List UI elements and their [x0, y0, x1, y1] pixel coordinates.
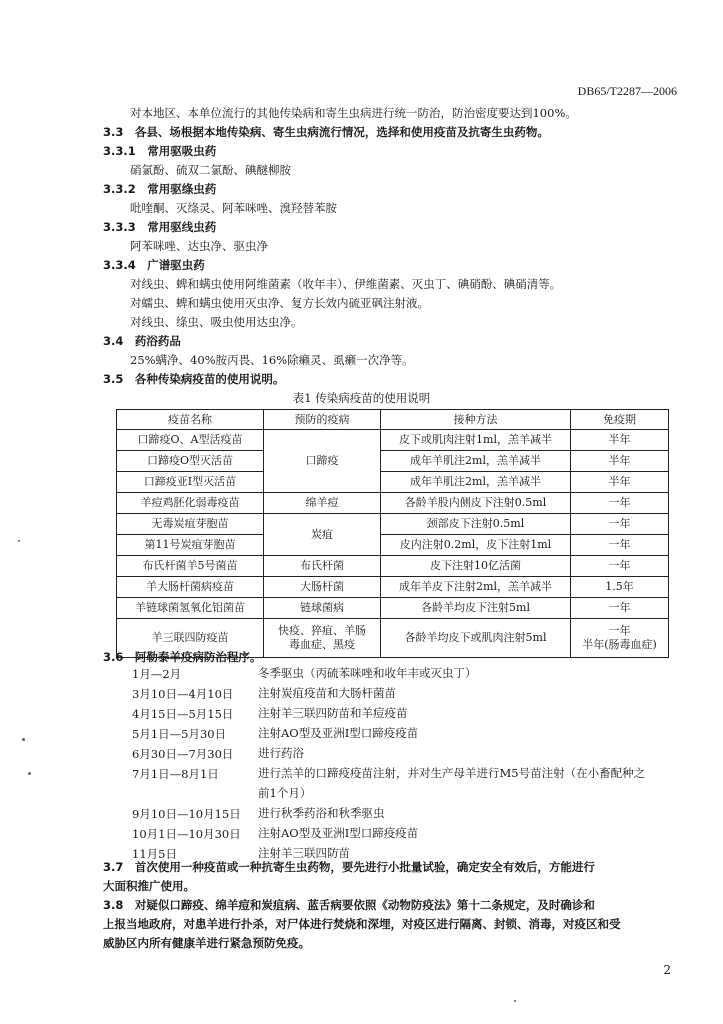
disease-cell: 布氏杆菌 [264, 556, 381, 577]
disease-cell: 大肠杆菌 [264, 577, 381, 598]
section-3-7-line: 3.7 首次使用一种疫苗或一种抗寄生虫药物，要先进行小批量试验，确定安全有效后，方能进行 [103, 860, 595, 874]
header-disease: 预防的疫病 [264, 410, 381, 430]
schedule-date: 9月10日—10月15日 [132, 807, 241, 821]
schedule-date: 5月1日—5月30日 [132, 727, 227, 741]
schedule-task: 注射羊三联四防苗 [258, 846, 350, 860]
section-3-4-body: 25%螨净、40%胺丙畏、16%除癞灵、虱癞一次净等。 [130, 353, 414, 367]
section-3-3-3-body: 阿苯咪唑、达虫净、驱虫净 [130, 239, 268, 253]
table-row [117, 514, 669, 535]
table-row [117, 556, 669, 577]
period-cell: 一年 [571, 535, 669, 556]
method-cell: 各龄羊均皮下注射5ml [381, 598, 571, 619]
section-3-7-line: 大面积推广使用。 [103, 879, 195, 893]
vaccine-name-cell: 布氏杆菌羊5号菌苗 [117, 556, 264, 577]
period-cell: 1.5年 [571, 577, 669, 598]
table-header-row [117, 410, 669, 430]
period-line: 半年(肠毒血症) [582, 638, 657, 651]
schedule-task: 冬季驱虫（丙硫苯咪唑和收年丰或灭虫丁） [258, 666, 477, 680]
period-cell: 一年 [571, 556, 669, 577]
section-3-4-title: 3.4 药浴药品 [103, 334, 181, 348]
method-cell: 皮下或肌肉注射1ml，羔羊减半 [381, 430, 571, 451]
disease-cell: 绵羊痘 [264, 493, 381, 514]
vaccine-table [116, 409, 669, 658]
period-cell: 半年 [571, 430, 669, 451]
section-3-3-4-title: 3.3.4 广谱驱虫药 [103, 258, 205, 272]
schedule-date: 11月5日 [132, 847, 177, 861]
section-3-3-3-title: 3.3.3 常用驱线虫药 [103, 220, 217, 234]
section-3-6-title: 3.6 阿勒泰羊疫病防治程序。 [103, 650, 262, 664]
schedule-task: 进行秋季药浴和秋季驱虫 [258, 806, 385, 820]
section-3-3-2-title: 3.3.2 常用驱绦虫药 [103, 182, 217, 196]
vaccine-name-cell: 第11号炭疽芽胞苗 [117, 535, 264, 556]
vaccine-name-cell: 羊链球菌氢氧化铝菌苗 [117, 598, 264, 619]
method-cell: 各龄羊均皮下或肌肉注射5ml [381, 619, 571, 658]
vaccine-name-cell: 羊大肠杆菌病疫苗 [117, 577, 264, 598]
method-cell: 成年羊皮下注射2ml，羔羊减半 [381, 577, 571, 598]
table-row [117, 493, 669, 514]
disease-cell: 链球菌病 [264, 598, 381, 619]
section-3-3-4-line: 对线虫、蜱和螨虫使用阿维菌素（收年丰）、伊维菌素、灭虫丁、碘硝酚、碘硝清等。 [130, 277, 562, 291]
vaccine-name-cell: 口蹄疫亚I型灭活苗 [117, 472, 264, 493]
schedule-task: 注射AO型及亚洲I型口蹄疫疫苗 [258, 826, 419, 840]
section-3-3-title: 3.3 各县、场根据本地传染病、寄生虫病流行情况，选择和使用疫苗及抗寄生虫药物。 [103, 125, 549, 139]
method-cell: 皮下注射10亿活菌 [381, 556, 571, 577]
period-cell: 一年 [571, 598, 669, 619]
schedule-task: 注射AO型及亚洲I型口蹄疫疫苗 [258, 726, 419, 740]
method-cell: 颈部皮下注射0.5ml [381, 514, 571, 535]
section-3-8-line: 威胁区内所有健康羊进行紧急预防免疫。 [103, 936, 310, 950]
page-number: 2 [663, 963, 671, 977]
section-3-3-2-body: 吡喹酮、灭绦灵、阿苯咪唑、溴羟替苯胺 [130, 201, 337, 215]
vaccine-name-cell: 羊痘鸡胚化弱毒疫苗 [117, 493, 264, 514]
disease-line: 毒血症、黑疫 [289, 638, 355, 651]
schedule-task: 进行药浴 [258, 746, 304, 760]
period-line: 一年 [608, 624, 631, 637]
vaccine-name-cell: 口蹄疫O型灭活苗 [117, 451, 264, 472]
scan-speck [28, 772, 31, 775]
schedule-date: 4月15日—5月15日 [132, 707, 234, 721]
header-period: 免疫期 [571, 410, 669, 430]
period-cell: 半年 [571, 472, 669, 493]
schedule-date: 3月10日—4月10日 [132, 687, 234, 701]
scan-speck [18, 540, 20, 542]
section-3-3-1-title: 3.3.1 常用驱吸虫药 [103, 144, 217, 158]
disease-cell: 口蹄疫 [264, 430, 381, 493]
vaccine-name-cell: 羊三联四防疫苗 [117, 619, 264, 658]
section-3-8-line: 3.8 对疑似口蹄疫、绵羊痘和炭疽病、蓝舌病要依照《动物防疫法》第十二条规定，及时确诊和 [103, 898, 595, 912]
schedule-date: 7月1日—8月1日 [132, 767, 219, 781]
intro-line: 对本地区、本单位流行的其他传染病和寄生虫病进行统一防治，防治密度要达到100%。 [130, 106, 577, 120]
document-id: DB65/T2287—2006 [577, 84, 677, 98]
method-cell: 各龄羊股内侧皮下注射0.5ml [381, 493, 571, 514]
section-3-3-4-line: 对线虫、绦虫、吸虫使用达虫净。 [130, 315, 303, 329]
disease-line: 快疫、猝疽、羊肠 [278, 624, 366, 637]
schedule-task-continuation: 前1个月） [258, 786, 312, 800]
section-3-3-4-line: 对蠕虫、蜱和螨虫使用灭虫净、复方长效内硫亚砜注射液。 [130, 296, 429, 310]
schedule-date: 10月1日—10月30日 [132, 827, 241, 841]
table-row [117, 430, 669, 451]
section-3-8-line: 上报当地政府，对患羊进行扑杀，对尸体进行焚烧和深埋，对疫区进行隔离、封锁、消毒，对疫区和受 [103, 917, 621, 931]
period-cell: 一年 [571, 493, 669, 514]
section-3-3-1-body: 硝氯酚、硫双二氯酚、碘醚柳胺 [130, 163, 291, 177]
disease-cell: 炭疽 [264, 514, 381, 556]
method-cell: 成年羊肌注2ml，羔羊减半 [381, 472, 571, 493]
period-cell: 一年 [571, 514, 669, 535]
header-vaccine-name: 疫苗名称 [117, 410, 264, 430]
schedule-task: 进行羔羊的口蹄疫疫苗注射，并对生产母羊进行M5号苗注射（在小畜配种之 [258, 766, 646, 780]
period-cell: 半年 [571, 451, 669, 472]
schedule-task: 注射炭疽疫苗和大肠杆菌苗 [258, 686, 396, 700]
vaccine-name-cell: 口蹄疫O、A型活疫苗 [117, 430, 264, 451]
table-row [117, 472, 669, 493]
section-3-5-title: 3.5 各种传染病疫苗的使用说明。 [103, 372, 285, 386]
table-row [117, 535, 669, 556]
header-method: 接种方法 [381, 410, 571, 430]
method-cell: 皮内注射0.2ml，皮下注射1ml [381, 535, 571, 556]
vaccine-name-cell: 无毒炭疽芽胞苗 [117, 514, 264, 535]
table-row [117, 598, 669, 619]
method-cell: 成年羊肌注2ml，羔羊减半 [381, 451, 571, 472]
schedule-date: 1月—2月 [132, 667, 182, 681]
scan-speck [22, 738, 25, 741]
disease-cell [264, 619, 381, 658]
table-caption: 表1 传染病疫苗的使用说明 [292, 391, 431, 405]
schedule-date: 6月30日—7月30日 [132, 747, 234, 761]
table-row [117, 577, 669, 598]
period-cell [571, 619, 669, 658]
table-row [117, 451, 669, 472]
schedule-task: 注射羊三联四防苗和羊痘疫苗 [258, 706, 408, 720]
scan-speck [514, 1000, 516, 1002]
